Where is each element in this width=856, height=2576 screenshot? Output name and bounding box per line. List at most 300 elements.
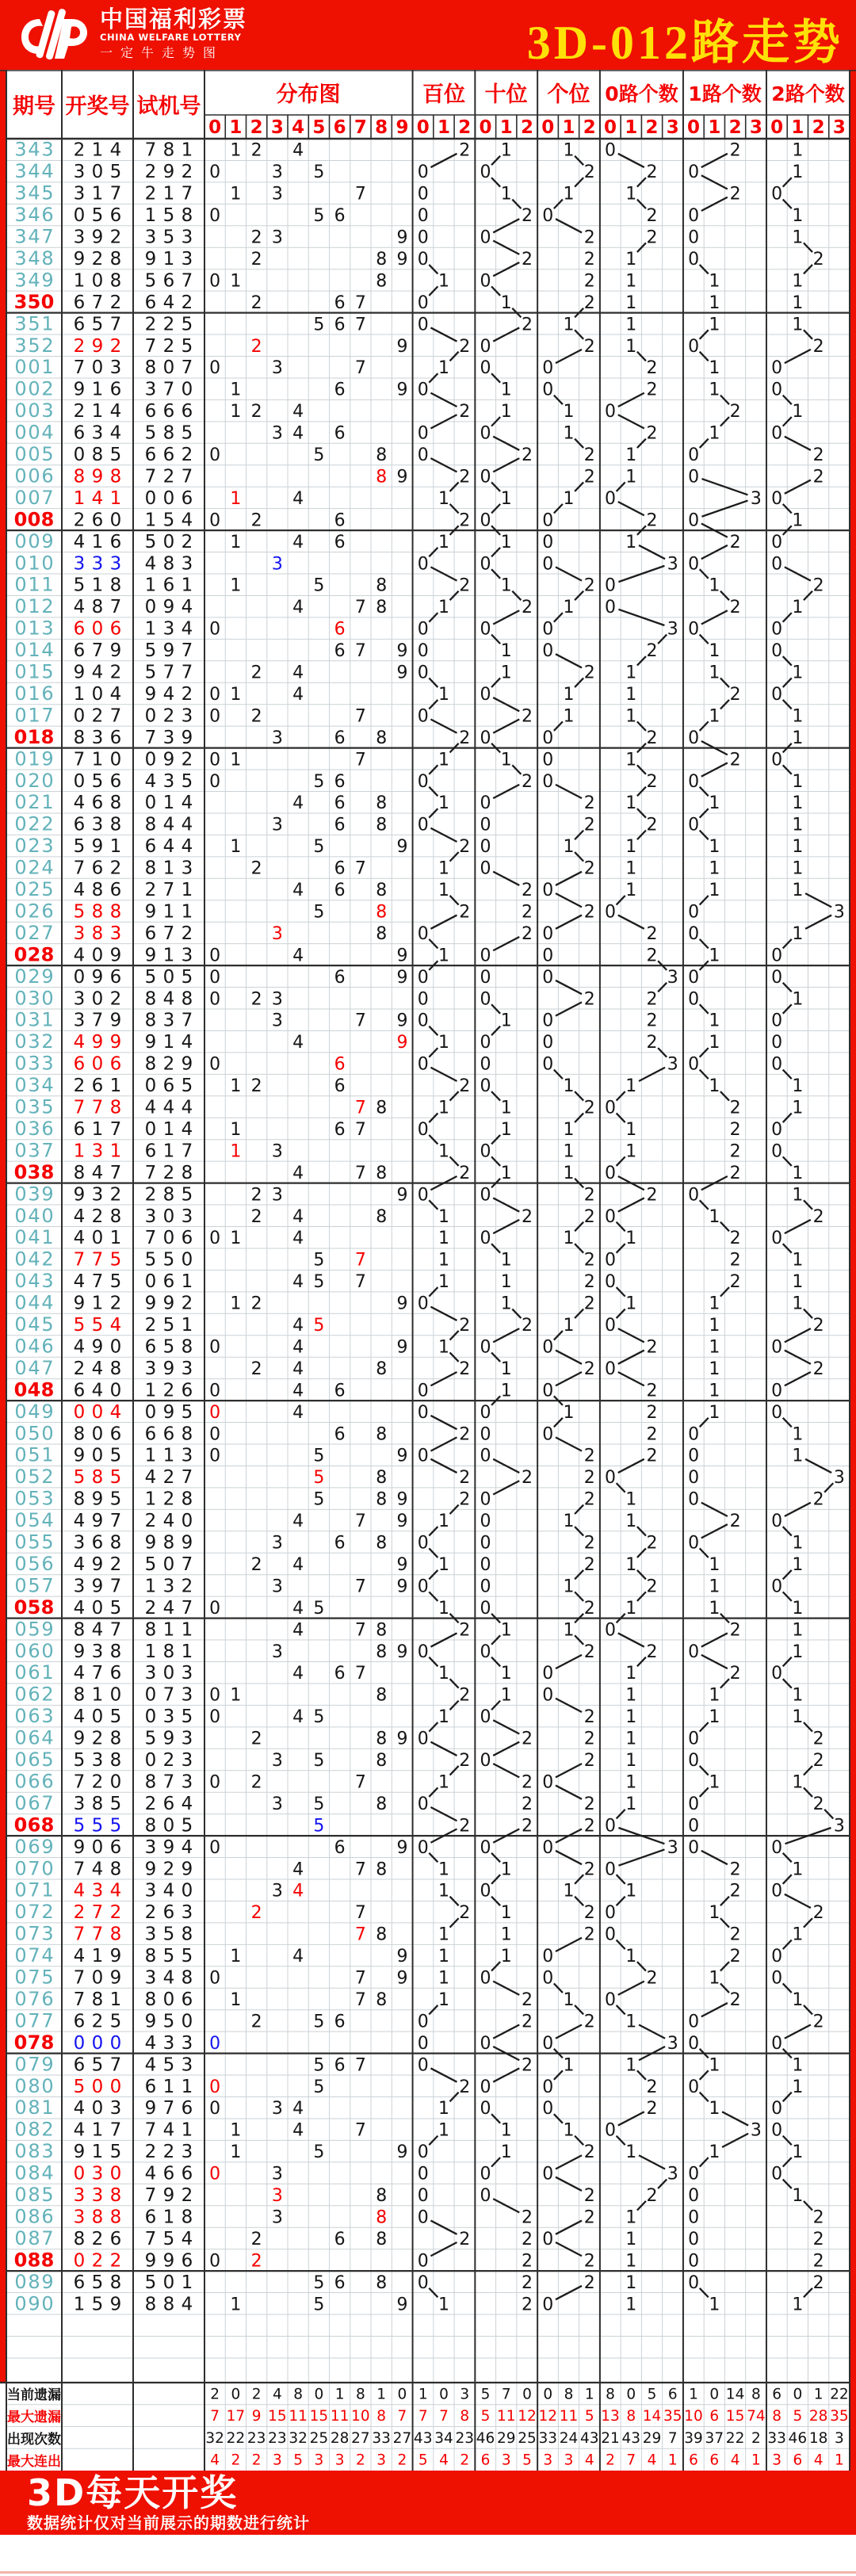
col-header-period: 期号	[6, 70, 62, 139]
test-number-cell: 1	[162, 1619, 175, 1641]
trend-mark: 2	[459, 1359, 471, 1379]
win-number-cell: 1	[109, 1989, 122, 2010]
dist-mark: 4	[292, 1033, 304, 1053]
test-number-cell: 0	[144, 793, 157, 814]
win-number-cell: 1	[91, 2119, 104, 2141]
dist-mark: 5	[313, 2055, 325, 2076]
trend-mark: 1	[500, 1620, 512, 1641]
trend-mark: 2	[729, 1229, 741, 1249]
win-number-cell: 8	[73, 727, 86, 748]
period-cell: 4	[41, 856, 54, 879]
trend-mark: 0	[688, 1729, 700, 1749]
test-number-cell: 1	[144, 1380, 157, 1401]
stat-value: 25	[309, 2429, 329, 2447]
subheader-digit: 4	[292, 117, 305, 138]
test-number-cell: 3	[144, 1967, 157, 1989]
dist-mark: 5	[313, 2295, 325, 2315]
dist-mark: 0	[209, 750, 221, 770]
period-cell: 0	[14, 2226, 27, 2249]
trend-mark: 1	[792, 2055, 804, 2076]
stat-label-current-omission: 当前遗漏	[7, 2387, 61, 2404]
period-cell: 3	[28, 1095, 40, 1118]
trend-mark: 0	[771, 1881, 783, 1901]
trend-mark: 1	[625, 315, 637, 335]
trend-mark: 2	[812, 2272, 824, 2293]
test-number-cell: 1	[162, 1118, 175, 1140]
stat-value: 10	[684, 2408, 703, 2425]
trend-mark: 1	[709, 380, 720, 400]
trend-mark: 0	[688, 445, 700, 466]
trend-mark: 0	[688, 1424, 700, 1445]
trend-mark: 0	[688, 2251, 700, 2272]
win-number-cell: 9	[91, 1576, 104, 1597]
trend-mark: 1	[563, 1577, 575, 1597]
period-cell: 1	[28, 660, 40, 683]
test-number-cell: 6	[181, 1989, 193, 2010]
trend-mark: 2	[729, 1620, 741, 1641]
dist-mark: 7	[354, 1989, 366, 2010]
trend-mark: 0	[417, 249, 429, 269]
dist-mark: 0	[209, 619, 221, 640]
dist-mark: 4	[292, 1229, 304, 1249]
trend-mark: 2	[583, 793, 595, 814]
win-number-cell: 7	[91, 640, 104, 662]
trend-mark: 2	[729, 532, 741, 552]
period-cell: 6	[28, 1661, 40, 1684]
win-number-cell: 3	[91, 2163, 104, 2184]
period-cell: 4	[41, 160, 54, 183]
trend-mark: 0	[688, 2272, 700, 2293]
test-number-cell: 5	[162, 2228, 175, 2249]
dist-mark: 1	[230, 2295, 242, 2315]
test-number-cell: 7	[144, 2228, 157, 2249]
stat-value: 5	[418, 2452, 428, 2469]
stat-value: 1	[667, 2452, 678, 2469]
trend-mark: 0	[480, 793, 491, 814]
trend-mark: 2	[729, 1924, 741, 1945]
trend-mark: 2	[583, 1924, 595, 1945]
period-cell: 4	[28, 204, 40, 227]
trend-mark: 1	[500, 663, 512, 683]
trend-mark: 0	[542, 2099, 554, 2119]
dist-mark: 0	[209, 1772, 221, 1793]
test-number-cell: 8	[144, 1815, 157, 1836]
test-number-cell: 8	[144, 2294, 157, 2315]
win-number-cell: 0	[91, 162, 104, 183]
trend-mark: 1	[625, 1881, 637, 1901]
win-number-cell: 3	[109, 357, 122, 379]
dist-mark: 2	[250, 1076, 262, 1097]
trend-mark: 1	[625, 1707, 637, 1728]
period-cell: 1	[41, 2096, 54, 2119]
period-cell: 0	[14, 987, 27, 1010]
win-number-cell: 6	[91, 510, 104, 531]
trend-mark: 2	[459, 336, 471, 357]
trend-mark: 1	[792, 858, 804, 879]
win-number-cell: 3	[91, 727, 104, 748]
trend-mark: 1	[709, 1033, 720, 1053]
trend-mark: 1	[709, 1554, 720, 1575]
period-cell: 7	[27, 2031, 41, 2054]
dist-mark: 6	[334, 1076, 346, 1097]
period-cell: 0	[14, 1791, 27, 1814]
period-cell: 6	[28, 1683, 40, 1706]
trend-mark: 2	[729, 1989, 741, 2010]
win-number-cell: 5	[109, 1445, 122, 1466]
period-cell: 0	[14, 1901, 27, 1924]
dist-mark: 0	[209, 358, 221, 379]
dist-mark: 7	[354, 1664, 366, 1684]
trend-mark: 0	[771, 967, 783, 988]
win-number-cell: 3	[109, 553, 122, 575]
stat-value: 15	[268, 2408, 287, 2425]
period-cell: 0	[14, 1313, 27, 1336]
trend-mark: 1	[500, 1381, 512, 1401]
period-cell: 4	[28, 138, 40, 161]
period-cell: 0	[14, 1661, 27, 1684]
trend-mark: 1	[438, 598, 449, 618]
test-number-cell: 7	[181, 1597, 193, 1619]
win-number-cell: 1	[73, 683, 86, 705]
trend-mark: 2	[583, 815, 595, 835]
win-number-cell: 7	[109, 2119, 122, 2141]
trend-mark: 2	[812, 1751, 824, 1771]
dist-mark: 2	[250, 2229, 262, 2249]
trend-mark: 1	[709, 837, 720, 858]
trend-mark: 1	[709, 881, 720, 901]
trend-mark: 1	[792, 728, 804, 748]
win-number-cell: 0	[91, 1836, 104, 1858]
dist-mark: 5	[313, 575, 325, 596]
stat-value: 8	[751, 2386, 761, 2403]
trend-mark: 2	[646, 2099, 658, 2119]
test-number-cell: 3	[181, 1771, 193, 1793]
trend-mark: 0	[480, 358, 491, 379]
test-number-cell: 6	[181, 2163, 193, 2184]
test-number-cell: 7	[162, 2098, 175, 2119]
trend-mark: 1	[438, 1859, 449, 1880]
trend-mark: 2	[583, 1098, 595, 1118]
trend-mark: 0	[542, 554, 554, 575]
trend-mark: 1	[709, 1598, 720, 1619]
dist-mark: 1	[230, 271, 242, 292]
trend-mark: 3	[667, 1837, 678, 1858]
test-number-cell: 8	[144, 814, 157, 835]
trend-mark: 2	[729, 598, 741, 618]
trend-mark: 1	[625, 445, 637, 466]
period-cell: 0	[40, 290, 55, 313]
period-cell: 8	[28, 2270, 40, 2293]
trend-mark: 1	[792, 292, 804, 313]
period-cell: 0	[14, 812, 27, 835]
dist-mark: 0	[209, 706, 221, 727]
dist-mark: 3	[271, 554, 283, 575]
dist-mark: 6	[334, 858, 346, 879]
win-number-cell: 2	[73, 1076, 86, 1097]
trend-mark: 0	[480, 467, 491, 487]
dist-mark: 3	[271, 1011, 283, 1031]
trend-mark: 1	[625, 1772, 637, 1793]
trend-mark: 1	[563, 2055, 575, 2076]
win-number-cell: 3	[73, 1532, 86, 1554]
win-number-cell: 4	[73, 793, 86, 814]
trend-mark: 0	[417, 1119, 429, 1140]
trend-mark: 2	[521, 1206, 533, 1227]
trend-mark: 1	[792, 598, 804, 618]
stat-value: 8	[460, 2408, 470, 2425]
subheader-digit: 1	[791, 117, 804, 138]
dist-mark: 7	[354, 1924, 366, 1945]
trend-mark: 1	[792, 1642, 804, 1662]
test-number-cell: 4	[181, 1032, 193, 1053]
period-cell: 4	[28, 1356, 40, 1379]
dist-mark: 8	[376, 1468, 388, 1489]
trend-mark: 1	[792, 1250, 804, 1271]
stat-value: 6	[709, 2452, 720, 2469]
dist-mark: 9	[396, 1968, 408, 1989]
dist-mark: 9	[396, 663, 408, 683]
period-cell: 6	[41, 900, 54, 923]
test-number-cell: 8	[144, 1053, 157, 1075]
test-number-cell: 3	[181, 2032, 193, 2054]
win-number-cell: 5	[109, 1707, 122, 1728]
test-number-cell: 6	[162, 270, 175, 292]
win-number-cell: 2	[73, 1358, 86, 1379]
trend-mark: 2	[812, 336, 824, 357]
win-number-cell: 4	[91, 1358, 104, 1379]
dist-mark: 2	[250, 1554, 262, 1575]
period-cell: 1	[41, 1008, 54, 1031]
stat-value: 43	[413, 2429, 433, 2447]
trend-mark: 0	[480, 1598, 491, 1619]
stat-value: 27	[351, 2429, 370, 2447]
dist-mark: 4	[292, 423, 304, 444]
test-number-cell: 9	[162, 1401, 175, 1423]
period-cell: 3	[14, 160, 27, 183]
stat-value: 3	[273, 2452, 282, 2469]
trend-mark: 2	[646, 510, 658, 531]
dist-mark: 2	[250, 989, 262, 1010]
trend-mark: 2	[583, 1489, 595, 1510]
trend-mark: 1	[792, 1185, 804, 1206]
win-number-cell: 6	[73, 314, 86, 335]
period-cell: 0	[14, 1574, 27, 1597]
stat-value: 33	[767, 2429, 786, 2447]
trend-mark: 1	[625, 1294, 637, 1314]
test-number-cell: 4	[162, 2119, 175, 2141]
trend-mark: 0	[480, 1642, 491, 1662]
trend-mark: 1	[625, 336, 637, 357]
dist-mark: 7	[354, 1250, 366, 1271]
test-number-cell: 3	[181, 1902, 193, 1924]
trend-mark: 2	[459, 575, 471, 596]
dist-mark: 9	[396, 1554, 408, 1575]
win-number-cell: 8	[109, 1097, 122, 1118]
test-number-cell: 0	[144, 1271, 157, 1293]
win-number-cell: 4	[109, 1880, 122, 1901]
stat-value: 28	[808, 2408, 828, 2425]
period-cell: 3	[28, 1008, 40, 1031]
dist-mark: 4	[292, 1512, 304, 1532]
period-cell: 0	[14, 1008, 27, 1031]
stat-value: 1	[813, 2386, 824, 2403]
test-number-cell: 6	[162, 1793, 175, 1814]
period-cell: 1	[28, 747, 40, 770]
bottom-divider	[0, 2571, 856, 2574]
dist-mark: 7	[354, 2120, 366, 2141]
trend-mark: 1	[438, 358, 449, 379]
win-number-cell: 1	[73, 487, 86, 509]
dist-mark: 8	[376, 1424, 388, 1445]
trend-mark: 2	[583, 663, 595, 683]
dist-mark: 2	[250, 336, 262, 357]
trend-mark: 1	[625, 750, 637, 770]
stat-value: 17	[226, 2408, 246, 2425]
trend-mark: 0	[480, 554, 491, 575]
trend-mark: 1	[625, 249, 637, 269]
test-number-cell: 2	[181, 292, 193, 313]
trend-mark: 1	[500, 1119, 512, 1140]
win-number-cell: 6	[109, 1424, 122, 1445]
stat-value: 2	[751, 2429, 761, 2447]
dist-mark: 9	[396, 837, 408, 858]
win-number-cell: 0	[73, 2163, 86, 2184]
trend-mark: 2	[583, 1554, 595, 1575]
trend-mark: 0	[417, 2033, 429, 2054]
stat-value: 23	[246, 2429, 266, 2447]
stat-value: 3	[564, 2452, 574, 2469]
period-cell: 3	[28, 1139, 40, 1162]
trend-mark: 0	[542, 358, 554, 379]
test-number-cell: 3	[162, 770, 175, 792]
test-number-cell: 4	[162, 1880, 175, 1901]
trend-mark: 1	[709, 1968, 720, 1989]
dist-mark: 5	[313, 2012, 325, 2032]
test-number-cell: 3	[144, 1206, 157, 1227]
trend-mark: 2	[459, 1468, 471, 1489]
test-number-cell: 4	[181, 793, 193, 814]
trend-mark: 2	[729, 750, 741, 770]
period-cell: 0	[28, 399, 40, 422]
win-number-cell: 0	[91, 683, 104, 705]
stat-value: 2	[231, 2452, 241, 2469]
period-cell: 8	[28, 2074, 40, 2097]
trend-mark: 3	[667, 1054, 678, 1075]
dist-mark: 4	[292, 1947, 304, 1967]
win-number-cell: 0	[73, 966, 86, 988]
trend-mark: 1	[500, 1947, 512, 1967]
period-cell: 2	[41, 1683, 54, 1706]
trend-mark: 1	[438, 684, 449, 705]
trend-mark: 1	[792, 837, 804, 858]
stat-value: 0	[231, 2386, 241, 2403]
period-cell: 0	[14, 1443, 27, 1466]
win-number-cell: 2	[109, 292, 122, 313]
col-header-count2: 2路个数	[766, 70, 850, 115]
trend-mark: 2	[646, 1968, 658, 1989]
win-number-cell: 6	[73, 814, 86, 835]
subheader-digit: 1	[499, 117, 513, 138]
period-cell: 5	[28, 1466, 40, 1489]
test-number-cell: 2	[162, 2142, 175, 2163]
win-number-cell: 6	[73, 618, 86, 640]
dist-mark: 2	[250, 1903, 262, 1924]
test-number-cell: 7	[181, 662, 193, 683]
dist-mark: 3	[271, 923, 283, 944]
trend-mark: 0	[417, 989, 429, 1010]
win-number-cell: 5	[109, 1815, 122, 1836]
win-number-cell: 2	[109, 1293, 122, 1314]
trend-mark: 1	[438, 1229, 449, 1249]
trend-mark: 1	[500, 532, 512, 552]
dist-mark: 3	[271, 2207, 283, 2228]
test-number-cell: 5	[181, 966, 193, 988]
trend-mark: 0	[605, 1924, 617, 1945]
col-header-win: 开奖号	[62, 70, 133, 139]
trend-mark: 3	[667, 2033, 678, 2054]
dist-mark: 5	[313, 902, 325, 923]
win-number-cell: 1	[109, 1228, 122, 1249]
trend-mark: 1	[792, 771, 804, 792]
trend-mark: 1	[792, 2142, 804, 2163]
win-number-cell: 1	[109, 1141, 122, 1162]
dist-mark: 8	[376, 2229, 388, 2249]
dist-mark: 1	[230, 1947, 242, 1967]
period-cell: 0	[28, 356, 40, 379]
period-cell: 9	[41, 2053, 54, 2076]
win-number-cell: 6	[73, 1053, 86, 1075]
trend-mark: 0	[688, 162, 700, 183]
period-cell: 3	[41, 835, 54, 858]
trend-mark: 0	[417, 923, 429, 944]
win-number-cell: 2	[109, 662, 122, 683]
win-number-cell: 4	[73, 1032, 86, 1053]
test-number-cell: 7	[144, 2185, 157, 2207]
period-cell: 4	[28, 1335, 40, 1358]
stat-value: 0	[439, 2386, 449, 2403]
dist-mark: 7	[354, 598, 366, 618]
win-number-cell: 7	[109, 1118, 122, 1140]
period-cell: 6	[41, 1987, 54, 2010]
subheader-digit: 3	[749, 117, 762, 138]
stat-value: 11	[330, 2408, 350, 2425]
trend-mark: 0	[771, 1119, 783, 1140]
win-number-cell: 9	[73, 1445, 86, 1466]
dist-mark: 6	[334, 315, 346, 335]
period-cell: 2	[41, 1901, 54, 1924]
win-number-cell: 8	[109, 575, 122, 596]
period-cell: 7	[41, 225, 54, 248]
trend-mark: 0	[480, 162, 491, 183]
trend-mark: 0	[605, 1859, 617, 1880]
dist-mark: 7	[354, 184, 366, 204]
win-number-cell: 9	[109, 1010, 122, 1031]
stat-value: 4	[439, 2452, 449, 2469]
period-cell: 0	[14, 1466, 27, 1489]
dist-mark: 0	[209, 1446, 221, 1466]
trend-mark: 0	[417, 1381, 429, 1401]
test-number-cell: 0	[144, 1750, 157, 1771]
trend-mark: 1	[709, 292, 720, 313]
dist-mark: 4	[292, 1316, 304, 1336]
dist-mark: 8	[376, 1489, 388, 1510]
trend-mark: 2	[583, 2186, 595, 2207]
test-number-cell: 8	[144, 988, 157, 1010]
dist-mark: 1	[230, 684, 242, 705]
trend-mark: 1	[709, 706, 720, 727]
trend-mark: 1	[563, 315, 575, 335]
trend-mark: 0	[688, 2164, 700, 2184]
